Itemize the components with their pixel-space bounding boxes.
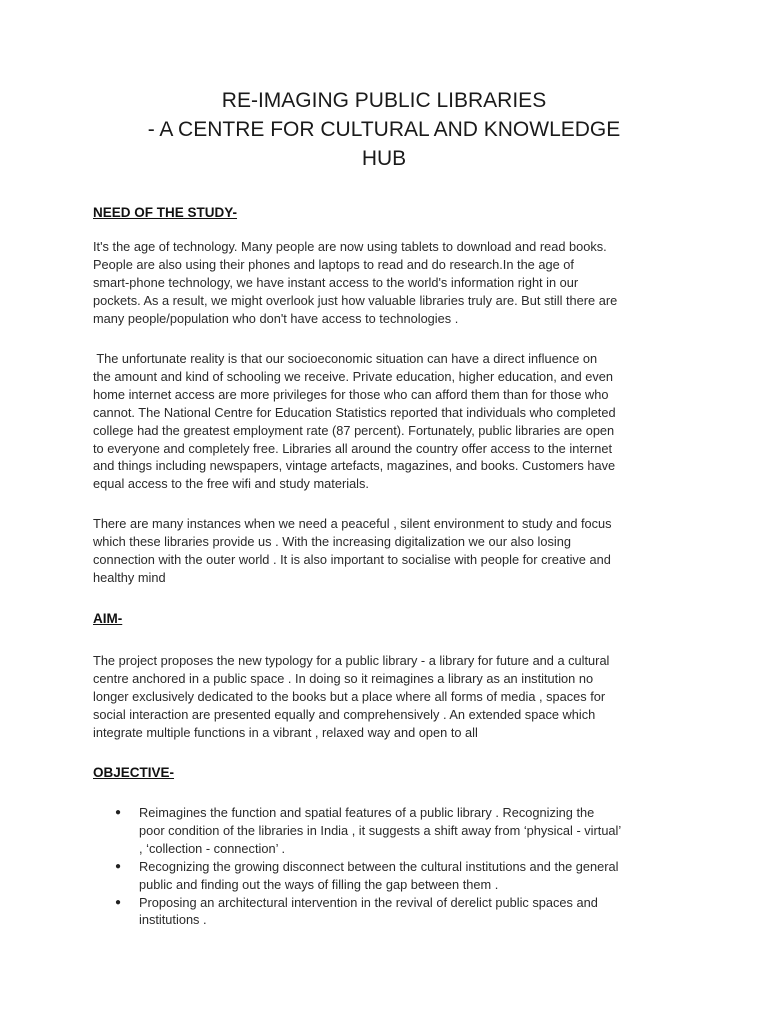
list-item-line: , ‘collection - connection’ . [139,840,286,856]
paragraph-line: college had the greatest employment rate (87 percent). Fortunately, public libraries are open [93,422,615,438]
title-line-1: RE-IMAGING PUBLIC LIBRARIES [221,89,547,112]
objective-list [93,804,683,929]
list-item-line: Reimagines the function and spatial features of a public library . Recognizing the [139,805,595,820]
need-paragraph-2 [93,350,683,493]
bullet-icon: ● [115,807,122,818]
paragraph-line: centre anchored in a public space . In doing so it reimagines a library as an institution no [93,670,594,686]
paragraph-line: The project proposes the new typology for a public library - a library for future and a cultural [93,653,610,668]
list-item-line: Recognizing the growing disconnect between the cultural institutions and the general [139,858,619,874]
paragraph-line: pockets. As a result, we might overlook just how valuable libraries truly are. But still there are [93,292,618,308]
paragraph-line: It's the age of technology. Many people are now using tablets to download and read books. [93,239,607,254]
paragraph-line: smart-phone technology, we have instant access to the world's information right in our [93,274,579,290]
bullet-icon: ● [115,896,122,908]
paragraph-line: equal access to the free wifi and study materials. [93,476,369,492]
list-item-line: Proposing an architectural intervention in the revival of derelict public spaces and [139,894,598,910]
list-item [93,804,683,858]
paragraph-line: social interaction are presented equally and comprehensively . An extended space which [93,706,596,722]
paragraph-line: home internet access are more privileges for those who can afford them than for those who [93,386,609,402]
need-paragraph-3 [93,515,683,587]
paragraph-line: longer exclusively dedicated to the books but a place where all forms of media , spaces for [93,688,606,704]
paragraph-line: People are also using their phones and laptops to read and do research.In the age of [93,256,574,272]
need-of-study-heading: NEED OF THE STUDY- [93,205,238,220]
objective-heading: OBJECTIVE- [93,765,175,780]
paragraph-line: healthy mind [93,569,166,585]
aim-heading: AIM- [93,611,123,626]
list-item [93,858,683,894]
need-paragraph-1 [93,238,683,328]
bullet-icon: ● [115,860,122,872]
paragraph-line: cannot. The National Centre for Education Statistics reported that individuals who completed [93,404,616,420]
list-item-line: poor condition of the libraries in India , it suggests a shift away from ‘physical - virtual’ [139,822,622,838]
title-line-3: HUB [361,147,407,170]
paragraph-line: connection with the outer world . It is also important to socialise with people for creative and [93,551,611,567]
paragraph-line: There are many instances when we need a peaceful , silent environment to study and focus [93,516,612,531]
list-item-line: institutions . [139,912,207,928]
list-item [93,894,683,930]
paragraph-line: to everyone and completely free. Libraries all around the country offer access to the internet [93,440,613,456]
title-line-2: - A CENTRE FOR CULTURAL AND KNOWLEDGE [147,118,621,141]
paragraph-line: The unfortunate reality is that our socioeconomic situation can have a direct influence on [93,351,598,366]
list-item-line: public and finding out the ways of filling the gap between them . [139,876,499,892]
document-title [0,86,768,173]
paragraph-line: which these libraries provide us . With the increasing digitalization we our also losing [93,533,571,549]
paragraph-line: the amount and kind of schooling we receive. Private education, higher education, and even [93,368,614,384]
aim-paragraph [93,652,683,742]
paragraph-line: many people/population who don't have access to technologies . [93,310,459,326]
paragraph-line: and things including newspapers, vintage artefacts, magazines, and books. Customers have [93,458,616,474]
paragraph-line: integrate multiple functions in a vibrant , relaxed way and open to all [93,724,478,740]
